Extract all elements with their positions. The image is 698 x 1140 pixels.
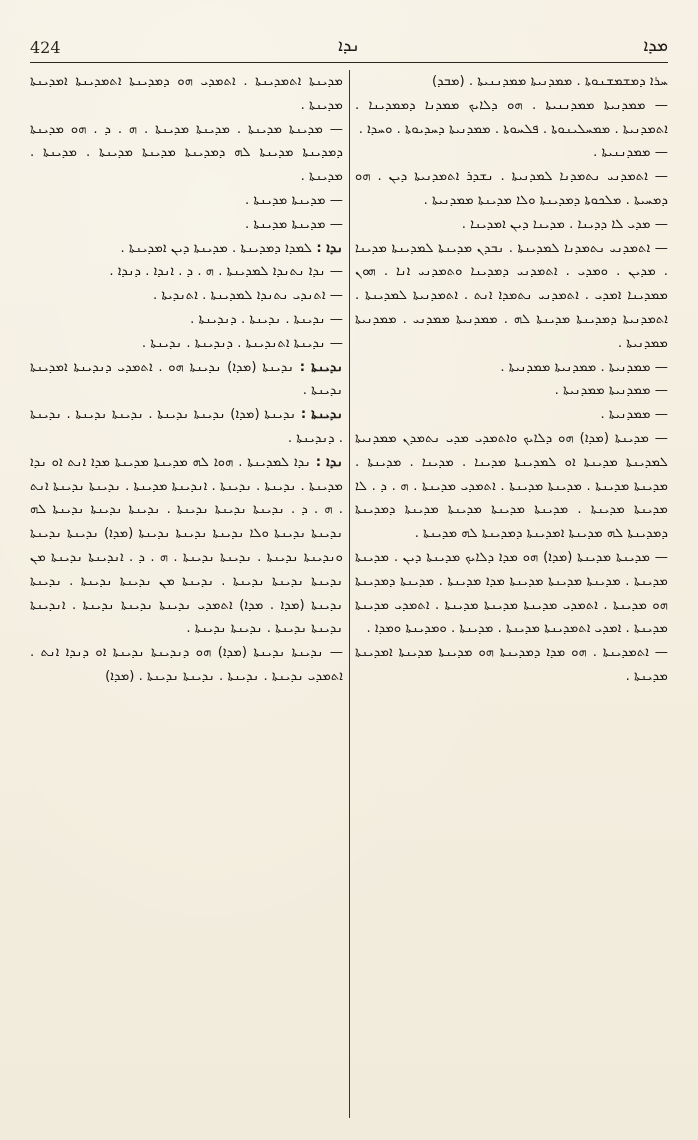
- entry-text: — ܡܡܕܢܝܬܐ ܡܡܕܢܢܝܬܐ . ܗܘ ܕܠܐܝܟ ܡܡܕܢܐ ܕܡܡܕܝܢܐ . ܐܬܡܕܢܝܬܐ . ܡܡܚܠܝܢܘܬܐ . ܦܠܚܘܬܐ . ܡܡܕܢܝܬܐ ܕܚܕܝܘܬܐ . ܘܚܕܐ .: [355, 97, 668, 137]
- entry-text: — ܡܕܝ ܠܐ ܕܕܝܢܐ . ܡܕܝܢܐ ܕܝܢ ܐܡܕܝܢܐ .: [461, 216, 668, 232]
- page-number: 424: [30, 38, 61, 57]
- dictionary-entry: [30, 213, 343, 237]
- dictionary-entry: [30, 403, 343, 451]
- entry-text: — ܐܬܡܕܢܝ ܢܬܡܕܢܐ ܠܡܕܢܝܬܐ . ܢܫܕܪ ܐܬܡܕܢܝܬܐ ܕܝܢ . ܗܘ ܕܡܚܝܬܐ . ܡܠܟܘܬܐ ܕܡܕܝܢܬܐ ܘܠܐ ܡܕܝܢܬܐ ܡܡܕܢܝܬܐ .: [355, 169, 668, 208]
- dictionary-entry: [30, 284, 343, 308]
- entry-text: — ܢܕܐ ܢܬܢܕܐ ܠܡܕܝܢܬܐ . ܗ . ܕ . ܐܢܕܐ . ܕܢܕܐ .: [109, 264, 343, 280]
- dictionary-entry: [355, 427, 668, 546]
- entry-text: — ܡܡܕܢܝܬܐ ܡܡܕܢܝܬܐ .: [554, 383, 668, 399]
- column-divider: [349, 70, 350, 1118]
- entry-text: ܢܕܝܢܬܐ (ܡܕܐ) ܢܕܝܢܬܐ ܢܕܝܢܬܐ . ܢܕܝܢܬܐ ܢܕܝܢܬܐ . ܢܕܝܢܬܐ . ܕܢܕܝܢܬܐ .: [30, 407, 343, 446]
- entry-text: ܠܡܕܐ ܕܡܕܝܢܬܐ . ܡܕܝܢܬܐ ܕܝܢ ܐܡܕܝܢܬܐ .: [120, 240, 313, 256]
- dictionary-entry: [30, 260, 343, 284]
- right-column: [355, 70, 668, 1118]
- entry-text: — ܢܕܝܢܬܐ ܐܬܢܕܝܢܬܐ . ܕܢܕܝܢܬܐ . ܢܕܝܢܬܐ .: [141, 335, 343, 351]
- dictionary-entry: [355, 141, 668, 165]
- dictionary-entry: [30, 118, 343, 189]
- entry-text: — ܐܬܡܕܢܝ ܢܬܡܕܢܐ ܠܡܕܝܢܬܐ . ܢܒܕܢ ܡܕܝܢܬܐ ܠܡܕܝܢܬܐ ܡܕܝܢܐ . ܡܕܝܢ . ܘܡܕܝ . ܐܬܡܕܢܝ ܕܡܕܝܢܐ ܘܬܡܕܢܝ ܐܢܐ . ܗܘܢ ܡܡܕܝܢܐ ܐܡܕܝ . ܐܬܡܕܢܝ ܢܬܡܕܐ ܐܢܬ . ܐܬܡܕܢܝܬܐ ܠܡܕܝܢܬܐ . ܐܬܡܕܢܝܬܐ ܕܡܕܝܢܬܐ ܡܕܝܢܬܐ ܠܗ . ܡܡܕܢܝܬܐ ܡܡܕܢܝ . ܡܡܕܢܝܬܐ ܡܡܕܢܝܬܐ .: [355, 240, 668, 351]
- dictionary-entry: [355, 94, 668, 142]
- entry-text: — ܐܬܢܕܝ ܢܬܢܕܐ ܠܡܕܝܢܬܐ . ܐܬܢܕܝܬܐ .: [153, 288, 343, 304]
- dictionary-entry: [30, 332, 343, 356]
- entry-headword: ܢܕܝܢܬܐ :: [299, 359, 343, 375]
- dictionary-entry: [355, 165, 668, 213]
- left-column: [30, 70, 343, 1118]
- entry-text: — ܢܕܝܢܬܐ ܢܕܝܢܬܐ (ܡܕܐ) ܗܘ ܕܢܕܝܢܬܐ ܢܕܝܢܬܐ ܐܘ ܕܢܕܐ ܐܢܬ . ܐܬܡܕܝ ܢܕܝܢܬܐ . ܢܕܝܢܬܐ . ܢܕܝܢܬܐ ܢܕܝܢܬܐ . (ܡܕܐ): [30, 645, 343, 684]
- dictionary-entry: [355, 641, 668, 689]
- entry-text: — ܡܕܝܢܬܐ ܡܕܝܢܬܐ (ܡܕܐ) ܗܘ ܡܕܐ ܕܠܐܝܟ ܡܕܝܢܬܐ ܕܝܢ . ܡܕܝܢܬܐ ܡܕܝܢܬܐ . ܡܕܝܢܬܐ ܡܕܝܢܬܐ ܡܕܝܢܬܐ ܡܕܐ ܡܕܝܢܬܐ . ܡܕܝܢܬܐ ܕܡܕܝܢܬܐ ܗܘ ܡܕܝܢܬܐ . ܐܬܡܕܝ ܡܕܝܢܬܐ ܡܕܝܢܬܐ ܡܕܝܢܬܐ . ܐܬܡܕܝ ܡܕܝܢܬܐ ܡܕܝܢܬܐ . ܐܡܕܝ ܐܬܡܕܝܢܬܐ ܡܕܝܢܬܐ . ܡܕܝܢܬܐ . ܘܡܕܝܢܬܐ ܘܡܕܐ .: [355, 549, 668, 637]
- dictionary-entry: [355, 70, 668, 94]
- header-rule: [30, 62, 668, 63]
- dictionary-entry: [355, 356, 668, 380]
- entry-text: — ܡܕܝܢܬܐ ܡܕܝܢܬܐ .: [244, 192, 343, 208]
- dictionary-entry: [355, 379, 668, 403]
- dictionary-entry: [30, 641, 343, 689]
- running-head-center: ܢܕܐ: [338, 36, 360, 56]
- entry-text: — ܡܕܝܢܬܐ (ܡܕܐ) ܗܘ ܕܠܐܝܟ ܘܐܬܡܕܝ ܡܕܝ ܢܬܡܕܢ ܡܡܕܢܝܬܐ ܠܡܕܝܢܬܐ ܡܕܝܢܬܐ ܐܘ ܠܡܕܝܢܬܐ ܡܕܝܢܐ . ܡܕܝܢܐ . ܡܕܝܢܬܐ . ܡܕܝܢܬܐ ܡܕܝܢܬܐ . ܡܕܝܢܬܐ ܡܕܝܢܬܐ . ܐܬܡܕܝ ܡܕܝܢܬܐ . ܗ . ܕ . ܠܐ ܡܕܝܢܬܐ ܡܕܝܢܬܐ . ܡܕܝܢܬܐ ܡܕܝܢܬܐ ܡܕܝܢܬܐ ܡܕܝܢܬܐ ܕܡܕܝܢܬܐ ܕܡܕܝܢܬܐ ܠܗ ܡܕܝܢܬܐ ܐܡܕܝܢܬܐ ܕܡܕܝܢܬܐ ܠܗ ܡܕܝܢܬܐ .: [355, 430, 668, 542]
- entry-text: — ܡܕܝܢܬܐ ܡܕܝܢܬܐ .: [244, 216, 343, 232]
- entry-text: — ܡܡܕܢܝܬܐ . ܡܡܕܢܝܬܐ ܡܡܕܢܝܬܐ .: [500, 359, 668, 375]
- entry-text: ܢܕܐ ܠܡܕܝܢܬܐ . ܗܘܐ ܠܗ ܡܕܝܢܬܐ ܡܕܝܢܬܐ ܡܕܐ ܐܢܬ ܐܘ ܢܕܐ ܡܕܝܢܬܐ . ܢܕܝܢܬܐ . ܢܕܝܢܬܐ . ܐܢܕܝܢܬܐ ܡܕܝܢܬܐ . ܢܕܝܢܬܐ ܢܕܝܢܬܐ ܐܢܬ . ܗ . ܕ . ܢܕܝܢܬܐ ܢܕܝܢܬܐ ܢܕܝܢܬܐ . ܢܕܝܢܬܐ ܢܕܝܢܬܐ ܢܕܝܢܬܐ ܠܗ ܢܕܝܢܬܐ ܢܕܝܢܬܐ ܘܠܐ ܢܕܝܢܬܐ ܢܕܝܢܬܐ ܢܕܝܢܬܐ (ܡܕܐ) ܢܕܝܢܬܐ ܢܕܝܢܬܐ ܘܢܕܝܢܬܐ ܢܕܝܢܬܐ . ܢܕܝܢܬܐ ܢܕܝܢܬܐ . ܗ . ܕ . ܐܢܕܝܢܬܐ ܢܕܝܢܬܐ ܡܢ ܢܕܝܢܬܐ ܢܕܝܢܬܐ ܢܕܝܢܬܐ . ܢܕܝܢܬܐ ܡܢ ܢܕܝܢܬܐ ܢܕܝܢܬܐ . ܢܕܝܢܬܐ ܢܕܝܢܬܐ (ܡܕܐ . ܡܕܐ) ܐܬܡܕܝ ܢܕܝܢܬܐ ܢܕܝܢܬܐ ܢܕܝܢܬܐ . ܐܢܕܝܢܬܐ ܢܕܝܢܬܐ ܢܕܝܢܬܐ . ܢܕܝܢܬܐ ܢܕܝܢܬܐ .: [30, 454, 343, 637]
- entry-text: — ܡܕܝܢܬܐ ܡܕܝܢܬܐ . ܡܕܝܢܬܐ ܡܕܝܢܬܐ . ܗ . ܕ . ܗܘ ܡܕܝܢܬܐ ܕܡܕܝܢܬܐ ܡܕܝܢܬܐ ܠܗ ܕܡܕܝܢܬܐ ܡܕܝܢܬܐ ܡܕܝܢܬܐ . ܡܕܝܢܬܐ . ܡܕܝܢܬܐ .: [30, 121, 343, 185]
- dictionary-entry: [30, 70, 343, 118]
- entry-text: — ܐܬܡܕܝܢܬܐ . ܗܘ ܡܕܐ ܕܡܕܝܢܬܐ ܗܘ ܡܕܝܢܬܐ ܡܕܝܢܬܐ ܐܡܕܝܢܬܐ ܡܕܝܢܬܐ .: [355, 645, 668, 684]
- entry-headword: ܢܕܐ :: [315, 454, 343, 470]
- entry-headword: ܢܕܐ :: [316, 240, 343, 256]
- entry-text: — ܡܡܕܢܢܝܬܐ .: [593, 145, 668, 161]
- dictionary-entry: [30, 308, 343, 332]
- entry-text: — ܡܡܕܢܝܬܐ .: [600, 407, 668, 423]
- text-columns: [30, 70, 668, 1118]
- entry-text: ܡܕܝܢܬܐ ܐܬܡܕܝܢܬܐ . ܐܬܡܕܝ ܗܘ ܕܡܕܝܢܬܐ ܐܬܡܕܝܢܬܐ ܐܡܕܝܢܬܐ ܡܕܝܢܬܐ .: [30, 74, 343, 113]
- entry-text: ܚܪܐ ܕܡܫܡܫܢܘܬܐ . ܡܡܕܢܝܬܐ ܡܡܕܢܢܝܬܐ . (ܡܒܕ): [431, 74, 668, 89]
- dictionary-entry: [355, 237, 668, 356]
- running-head-right: ܡܕܐ: [643, 36, 668, 56]
- dictionary-entry: [30, 189, 343, 213]
- entry-headword: ܢܕܝܢܬܐ :: [300, 407, 343, 423]
- page-header: [30, 34, 668, 62]
- dictionary-entry: [355, 213, 668, 237]
- dictionary-entry: [355, 546, 668, 641]
- dictionary-entry: [30, 451, 343, 641]
- entry-text: ܢܕܝܢܬܐ (ܡܕܐ) ܢܕܝܢܬܐ ܗܘ . ܐܬܡܕܝ ܕܢܕܝܢܬܐ ܐܡܕܝܢܬܐ ܢܕܝܢܬܐ .: [30, 359, 343, 399]
- dictionary-entry: [355, 403, 668, 427]
- dictionary-entry: [30, 237, 343, 261]
- entry-text: — ܢܕܝܢܬܐ . ܢܕܝܢܬܐ . ܕܢܕܝܢܬܐ .: [190, 311, 343, 327]
- dictionary-entry: [30, 356, 343, 404]
